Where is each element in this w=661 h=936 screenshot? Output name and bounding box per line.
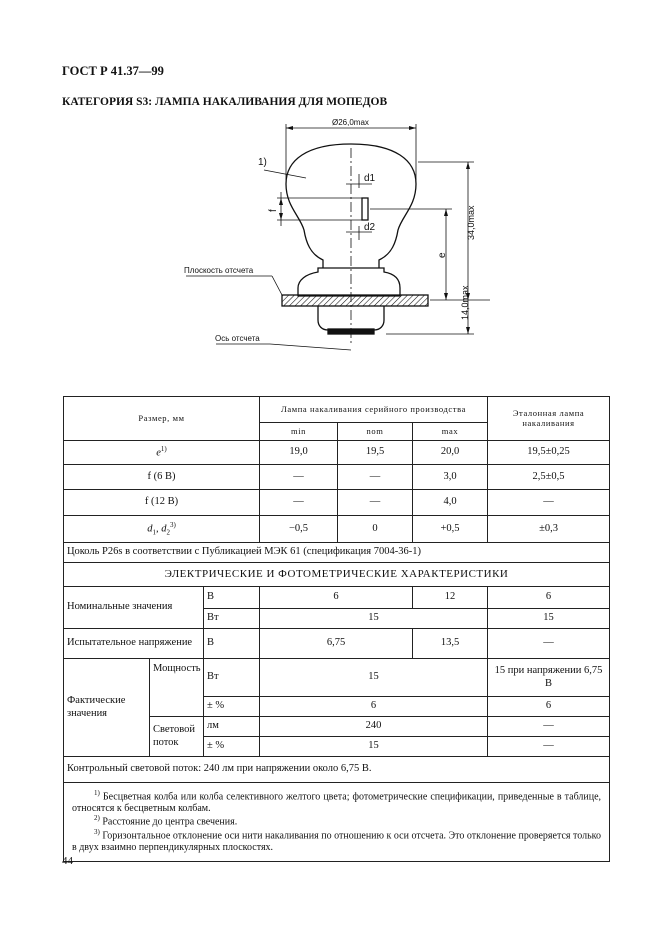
rated-label: Номинальные значения — [64, 587, 204, 629]
dim-label: f (6 В) — [64, 465, 260, 490]
lamp-flange — [282, 295, 428, 306]
test-voltage-unit: В — [204, 629, 260, 659]
lamp-collar — [298, 268, 400, 296]
footnote: $^{2)}$ Расстояние до центра свечения. — [94, 814, 238, 828]
diameter-label: Ø26,0max — [332, 118, 369, 127]
e-label: e — [437, 252, 448, 258]
dim-label: $e^{1)}$ — [64, 441, 260, 465]
section-title: ЭЛЕКТРИЧЕСКИЕ И ФОТОМЕТРИЧЕСКИЕ ХАРАКТЕРИСТИКИ — [64, 563, 610, 587]
power-value: 15 — [260, 659, 488, 697]
power-tol-unit: ± % — [204, 697, 260, 717]
flux-unit: лм — [204, 717, 260, 737]
table-row — [64, 516, 610, 543]
power-unit: Вт — [204, 659, 260, 697]
test-voltage-label: Испытательное напряжение — [64, 629, 204, 659]
dim-max: 4,0 — [413, 490, 488, 516]
dim-nom: 19,5 — [338, 441, 413, 465]
footnotes — [64, 783, 610, 862]
min-header: min — [260, 423, 338, 441]
flux-tol-std: — — [488, 737, 610, 757]
dim-max: +0,5 — [413, 516, 488, 543]
rated-v-std: 6 — [488, 587, 610, 609]
actual-label: Фактические значения — [64, 659, 150, 757]
flux-std: — — [488, 717, 610, 737]
rated-unit-w: Вт — [204, 609, 260, 629]
dim-nom: — — [338, 490, 413, 516]
standard-code: ГОСТ Р 41.37—99 — [62, 64, 164, 78]
dim-std: ±0,3 — [488, 516, 610, 543]
base-height-label: 14,0max — [460, 285, 470, 320]
rated-w: 15 — [260, 609, 488, 629]
dim-std: — — [488, 490, 610, 516]
note-marker: 1) — [258, 157, 267, 168]
flux-tol: 15 — [260, 737, 488, 757]
dim-std: 19,5±0,25 — [488, 441, 610, 465]
production-header: Лампа накаливания серийного производства — [260, 397, 488, 423]
height-label: 34,0max — [466, 205, 476, 240]
table-row — [64, 465, 610, 490]
power-tol: 6 — [260, 697, 488, 717]
f-label: f — [268, 209, 279, 212]
dim-min: — — [260, 490, 338, 516]
dim-label: f (12 В) — [64, 490, 260, 516]
test-voltage-v6: 6,75 — [260, 629, 413, 659]
reference-axis-label: Ось отсчета — [215, 334, 260, 343]
rated-unit-v: В — [204, 587, 260, 609]
test-voltage-std: — — [488, 629, 610, 659]
d2-label: d2 — [364, 222, 376, 233]
dim-std: 2,5±0,5 — [488, 465, 610, 490]
filament — [362, 198, 368, 220]
d1-label: d1 — [364, 173, 376, 184]
test-voltage-v12: 13,5 — [413, 629, 488, 659]
flux-label: Световой поток — [150, 717, 204, 757]
category-title: КАТЕГОРИЯ S3: ЛАМПА НАКАЛИВАНИЯ ДЛЯ МОПЕДОВ — [62, 96, 388, 108]
dim-min: −0,5 — [260, 516, 338, 543]
reference-plane-label: Плоскость отсчета — [184, 266, 254, 275]
flux-value: 240 — [260, 717, 488, 737]
table-row — [64, 490, 610, 516]
dim-min: 19,0 — [260, 441, 338, 465]
dim-min: — — [260, 465, 338, 490]
lamp-drawing — [160, 118, 490, 358]
dim-nom: — — [338, 465, 413, 490]
power-tol-std: 6 — [488, 697, 610, 717]
table-row — [64, 441, 610, 465]
dim-max: 3,0 — [413, 465, 488, 490]
nom-header: nom — [338, 423, 413, 441]
lamp-spec-table — [63, 396, 610, 862]
power-label: Мощность — [150, 659, 204, 717]
rated-v6: 6 — [260, 587, 413, 609]
base-note: Цоколь P26s в соответствии с Публикацией МЭК 61 (спецификация 7004-36-1) — [64, 543, 610, 563]
power-std: 15 при напряжении 6,75 В — [488, 659, 610, 697]
dim-label: $d_1$, $d_2^{3)}$ — [64, 516, 260, 543]
rated-v12: 12 — [413, 587, 488, 609]
control-flux: Контрольный световой поток: 240 лм при напряжении около 6,75 В. — [64, 757, 610, 783]
footnote: $^{1)}$ Бесцветная колба или колба селективного желтого цвета; фотометрические спецификации, приведенные в таблице, относятся к бесцветным колбам. — [72, 789, 602, 814]
dim-max: 20,0 — [413, 441, 488, 465]
rated-w-std: 15 — [488, 609, 610, 629]
standard-header: Эталонная лампа накаливания — [488, 397, 610, 441]
dimension-header: Размер, мм — [64, 397, 260, 441]
max-header: max — [413, 423, 488, 441]
dim-nom: 0 — [338, 516, 413, 543]
flux-tol-unit: ± % — [204, 737, 260, 757]
footnote: $^{3)}$ Горизонтальное отклонение оси нити накаливания по отношению к оси отсчета. Это отклонение проверяется только в двух взаимно перпендикулярных плоскостях. — [72, 828, 602, 853]
page-number: 44 — [62, 855, 73, 867]
